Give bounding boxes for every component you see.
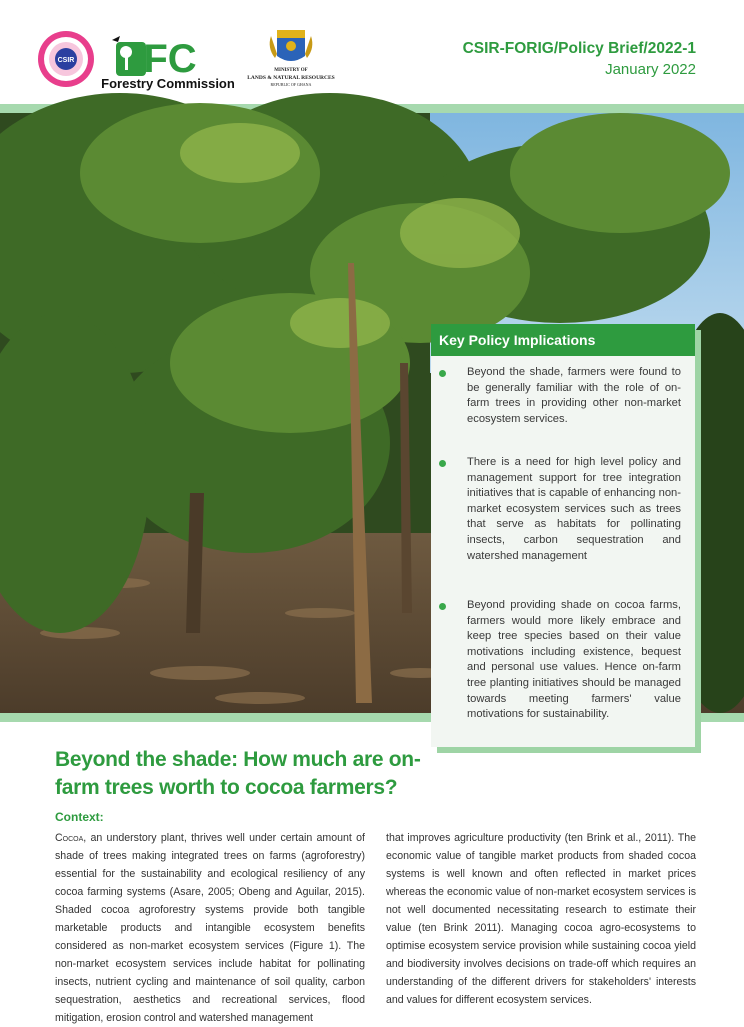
- header: [0, 0, 744, 104]
- article-title: Beyond the shade: How much are on-farm trees worth to cocoa farmers?: [55, 748, 421, 799]
- csir-logo: [37, 30, 95, 88]
- policy-item-3: Beyond providing shade on cocoa farms, farmers would more likely embrace and keep tree species based on their value motivations including existence, bequest and personal use values. Hence on-farm tree planting initiatives should be managed towards meeting farmers' value motivations for sustainability.: [467, 599, 681, 721]
- context-paragraph-right: that improves agriculture productivity (ten Brink et al., 2011). The economic value of tangible market products from shaded cocoa systems is well known and often reflected in market prices whereas the economic value of non-market ecosystem services is not well documented necessitating research to estimate their value (ten Brink 2011). Managing cocoa agro-ecosystems to optimise ecosystem service provision while sustaining cocoa yield and biodiversity involves decisions on trade-off which requires an understanding of the different drivers for stakeholders' interests and values for different ecosystem services.: [386, 832, 696, 1006]
- key-policy-implications-box: [431, 324, 695, 747]
- ministry-line2: LANDS & NATURAL RESOURCES: [247, 75, 335, 81]
- fc-mark: FC: [143, 37, 197, 81]
- policy-box-heading: Key Policy Implications: [431, 324, 695, 356]
- ministry-line3: REPUBLIC OF GHANA: [270, 82, 312, 87]
- context-heading: Context:: [55, 810, 104, 824]
- left-body-text: , an understory plant, thrives well under certain amount of shade of trees making integrated trees on farms (agroforestry) essential for the sustainability and ecological resiliency of any cocoa farming systems (Asare, 2005; Obeng and Aguilar, 2015). Shaded cocoa agroforestry systems provide both tangible marketable products and intangible ecosystem benefits considered as non-market ecosystem services (Figure 1). The non-market ecosystem services include habitat for pollinating insects, nutrient cycling and maintenance of soil quality, carbon sequestration, aesthetics and recreational services, flood mitigation, erosion control and watershed management: [55, 832, 365, 1024]
- csir-logo-text: CSIR: [57, 57, 75, 64]
- context-paragraph-left: [55, 829, 365, 1027]
- ministry-line1: MINISTRY OF: [274, 68, 308, 73]
- policy-brief-id: CSIR-FORIG/Policy Brief/2022-1: [462, 40, 696, 57]
- policy-item-2: There is a need for high level policy and management support for tree integration initiatives that is capable of enhancing non-market ecosystem services such as trees that serve as habitats for pollinating insects, carbon sequestration and watershed management: [467, 456, 681, 562]
- forestry-commission-logo: [101, 28, 235, 91]
- lead-word: Cocoa: [55, 832, 84, 844]
- ministry-logo: [247, 26, 335, 92]
- policy-brief-date: January 2022: [605, 61, 696, 78]
- bullet-icon: [439, 370, 446, 377]
- bullet-icon: [439, 460, 446, 467]
- forestry-commission-text: Forestry Commission: [101, 76, 235, 91]
- policy-item-1: Beyond the shade, farmers were found to be generally familiar with the role of on-farm trees in providing other non-market ecosystem services.: [467, 366, 681, 425]
- bullet-icon: [439, 603, 446, 610]
